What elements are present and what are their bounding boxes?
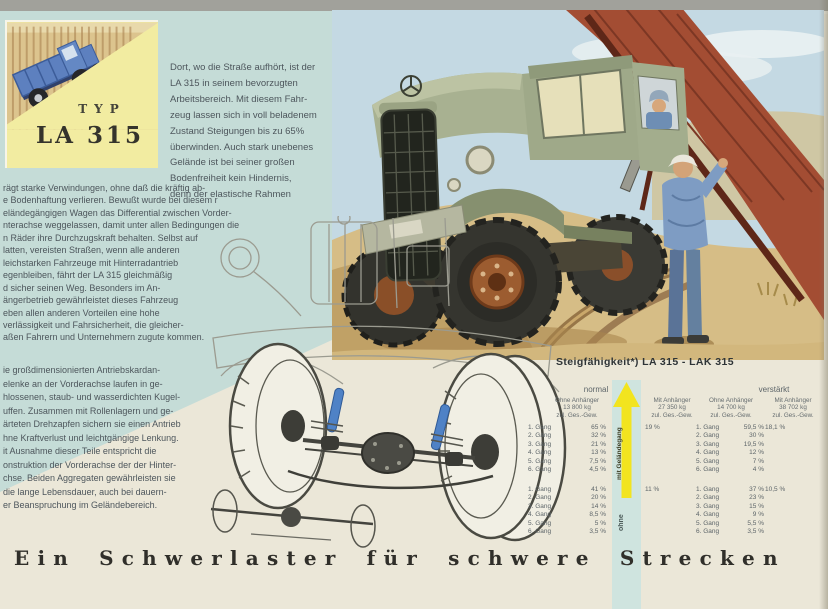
gear-column — [696, 486, 719, 536]
text-line: rägt starke Verwindungen, ohne daß die kräftig ab- — [3, 183, 206, 193]
gear-column — [528, 486, 551, 536]
arrow-label: mit Geländegang — [616, 427, 623, 481]
text-line: 65 % — [591, 424, 606, 431]
text-line: 3. Gang — [528, 502, 552, 510]
text-line: 13 % — [591, 449, 606, 457]
headline: Ein Schwerlaster für schwere Strecken — [14, 546, 786, 570]
trailer-value-verstaerkt: 18,1 % — [765, 424, 786, 431]
text-line: 4,5 % — [589, 466, 606, 474]
text-line: 9 % — [752, 511, 764, 519]
text-line: 15 % — [749, 502, 764, 510]
text-line: 41 % — [591, 486, 606, 493]
trailer-value-normal: 11 % — [645, 486, 660, 493]
text-line: verlässigkeit und Fahrsicherheit, die gleicher- — [3, 319, 184, 330]
text-line: n Räder ihre Durchzugskraft behalten. Selbst auf — [3, 232, 198, 243]
text-line: 27 350 kg — [658, 404, 686, 412]
text-line: zul. Ges.-Gew. — [556, 411, 598, 419]
text-line: egenbleiben, fährt der LA 315 gleichmäßig — [3, 270, 173, 281]
text-line: zul. Ges.-Gew. — [772, 411, 814, 419]
trailer-value-normal: 19 % — [645, 424, 660, 431]
text-line: hlossenen, staub- und wasserdichten Kugel- — [3, 392, 181, 402]
text-line: nterachse weggelassen, damit unter allen Bedingungen die — [3, 220, 240, 231]
text-line: die lange Lebensdauer, auch bei dauern- — [3, 486, 167, 497]
column-header-verstaerkt-mit-anhaenger — [762, 397, 824, 419]
text-line: LA 315 in seinem bevorzugten — [170, 77, 298, 89]
text-line: leichstarken Fahrzeuge mit Hinterradantrieb — [3, 257, 179, 268]
text-line: 14 % — [591, 502, 606, 510]
model-label: LA 315 — [35, 122, 145, 149]
text-line: 5,5 % — [747, 519, 764, 527]
column-header-normal-mit-anhaenger — [643, 397, 701, 419]
text-line: 5 % — [594, 519, 606, 527]
text-line: 5. Gang — [528, 519, 552, 527]
text-line: 38 702 kg — [779, 404, 807, 412]
text-line: 2. Gang — [696, 432, 720, 440]
text-line: 3. Gang — [696, 502, 720, 510]
text-line: 4 % — [752, 466, 764, 474]
text-line: zul. Ges.-Gew. — [710, 411, 752, 419]
column-header-verstaerkt-ohne-anhaenger — [700, 397, 762, 419]
text-line: 3. Gang — [696, 440, 720, 448]
text-line: 20 % — [591, 494, 606, 502]
text-line: 2. Gang — [528, 494, 552, 502]
text-line: Arbeitsbereich. Mit diesem Fahr- — [170, 93, 308, 105]
text-line: 7,5 % — [589, 457, 606, 465]
value-column-verstaerkt-ohne — [730, 424, 764, 474]
text-line: Ohne Anhänger — [554, 397, 600, 404]
text-line: it Ausnahme dieser Teile entspricht die — [3, 446, 157, 456]
text-line: 4. Gang — [696, 511, 720, 519]
text-line: elenke an der Vorderachse laufen in ge- — [3, 378, 163, 389]
typ-label: TYP — [78, 102, 126, 116]
paragraph-axle — [3, 364, 218, 513]
text-line: 59,5 % — [743, 424, 764, 431]
text-line: 30 % — [749, 432, 764, 440]
text-line: 6. Gang — [696, 528, 720, 536]
text-line: 6. Gang — [528, 528, 552, 536]
type-card — [5, 20, 158, 168]
text-line: 19,5 % — [743, 440, 764, 448]
text-line: 5. Gang — [528, 457, 552, 465]
ohne-label: ohne — [618, 514, 625, 532]
text-line: Ohne Anhänger — [708, 397, 754, 404]
text-line: onstruktion der Vorderachse der der Hinter- — [3, 459, 177, 470]
axle-technical-drawing — [193, 216, 567, 548]
group-label-normal: normal — [583, 385, 609, 394]
text-line: ärteten Drehzapfen sichern sie einen Antrieb — [3, 419, 181, 429]
value-column-normal-ohne — [572, 486, 606, 536]
text-line: 2. Gang — [528, 432, 552, 440]
text-line: Dort, wo die Straße aufhört, ist der — [170, 62, 316, 73]
text-line: 5. Gang — [696, 457, 720, 465]
text-line: 4. Gang — [696, 449, 720, 457]
text-line: zul. Ges.-Gew. — [651, 411, 693, 419]
text-line: 23 % — [749, 494, 764, 502]
text-line: 1. Gang — [696, 486, 720, 493]
text-line: Zustand Steigungen bis zu 65% — [170, 125, 305, 137]
text-line: 12 % — [749, 449, 764, 457]
text-line: 4. Gang — [528, 449, 552, 457]
text-line: uffen. Zusammen mit Rollenlagern und ge- — [3, 405, 174, 416]
text-line: 1. Gang — [528, 424, 552, 431]
gear-column — [528, 424, 551, 474]
text-line: 3. Gang — [528, 440, 552, 448]
text-line: 13 800 kg — [563, 404, 591, 412]
group-label-verstaerkt: verstärkt — [758, 385, 790, 394]
text-line: 32 % — [591, 432, 606, 440]
text-line: 2. Gang — [696, 494, 720, 502]
text-line: ie großdimensionierten Antriebskardan- — [3, 365, 161, 375]
text-line: Bodenfreiheit kein Hindernis, — [170, 173, 292, 185]
text-line: latten, vereisten Straßen, wenn alle anderen — [3, 245, 180, 256]
text-line: 37 % — [749, 486, 764, 493]
text-line: 3,5 % — [747, 528, 764, 536]
value-column-verstaerkt-ohne — [730, 486, 764, 536]
text-line: 3,5 % — [589, 528, 606, 536]
text-line: 6. Gang — [696, 466, 720, 474]
text-line: 14 700 kg — [717, 404, 745, 412]
text-line: hne Kraftverlust und leichtgängige Lenkung. — [3, 432, 179, 443]
gear-column — [696, 424, 719, 474]
text-line: d sicher seinen Weg. Besonders im An- — [3, 282, 161, 293]
text-line: 4. Gang — [528, 511, 552, 519]
text-line: 6. Gang — [528, 466, 552, 474]
trailer-value-verstaerkt: 10,5 % — [765, 486, 786, 493]
text-line: 1. Gang — [528, 486, 552, 493]
text-line: Mit Anhänger — [653, 397, 691, 404]
text-line: Mit Anhänger — [774, 397, 812, 404]
text-line: er Beanspruchung im Geländebereich. — [3, 500, 158, 510]
text-line: 1. Gang — [696, 424, 720, 431]
text-line: zeug lassen sich in voll beladenem — [170, 109, 317, 121]
column-header-normal-ohne-anhaenger — [546, 397, 608, 419]
table-title: Steigfähigkeit*) LA 315 - LAK 315 — [556, 356, 734, 368]
text-line: e Bodenhaftung verlieren. Bewußt wurde bei diesem r — [3, 195, 218, 206]
text-line: 21 % — [591, 440, 606, 448]
text-line: eben allen anderen Vorteilen eine hohe — [3, 307, 160, 318]
text-line: chse. Beiden Aggregaten gewährleisten sie — [3, 473, 176, 483]
text-line: 8,5 % — [589, 511, 606, 519]
page-edge-shadow — [819, 0, 828, 609]
text-line: denn der elastische Rahmen — [170, 189, 291, 201]
text-line: aßen Fahrern und Unternehmern zugute kommen. — [3, 332, 205, 343]
value-column-normal-ohne — [572, 424, 606, 474]
text-line: 5. Gang — [696, 519, 720, 527]
text-line: überwinden. Auch stark unebenes — [170, 141, 314, 153]
text-line: ängerbetrieb gewährleistet dieses Fahrzeug — [3, 295, 179, 306]
text-line: eländegängigen Wagen das Differential zwischen Vorder- — [3, 207, 232, 218]
text-line: Gelände ist bei seiner großen — [170, 157, 295, 169]
text-line: 7 % — [752, 457, 764, 465]
